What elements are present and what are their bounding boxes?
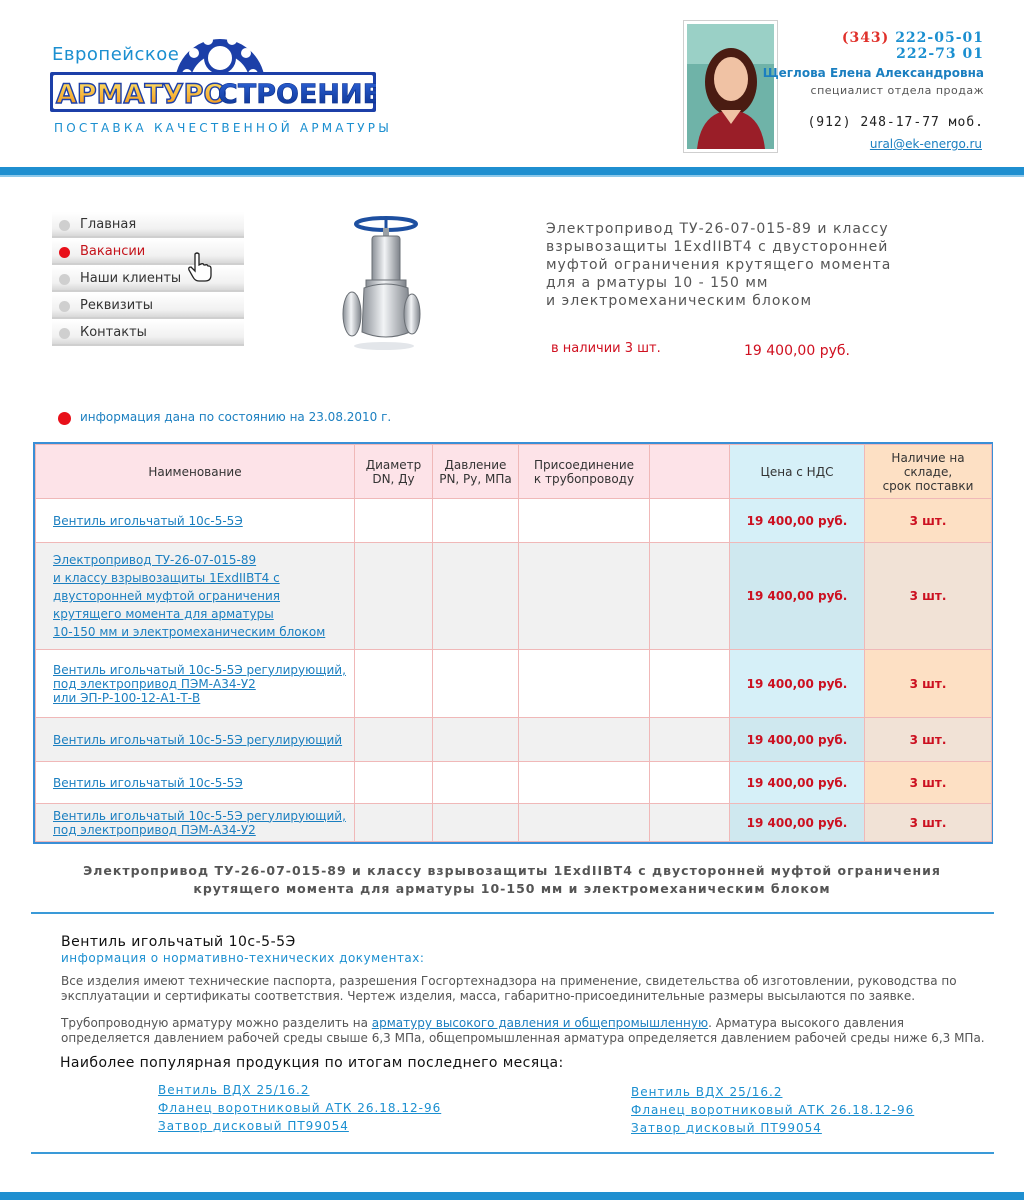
col-header-dn bbox=[355, 445, 433, 499]
product-title-line: для а рматуры 10 - 150 мм bbox=[546, 275, 769, 291]
product-link-line: Электропривод ТУ-26-07-015-89 bbox=[53, 553, 257, 567]
table-cell bbox=[433, 804, 519, 842]
contact-name: Щеглова Елена Александровна bbox=[762, 66, 984, 80]
product-link[interactable] bbox=[53, 551, 354, 641]
product-title-line: Электропривод ТУ-26-07-015-89 и классу bbox=[546, 221, 889, 237]
popular-link[interactable]: Затвор дисковый ПТ99054 bbox=[631, 1121, 822, 1135]
table-cell bbox=[650, 718, 730, 762]
table-cell bbox=[519, 762, 650, 804]
caption-line: Электропривод ТУ-26-07-015-89 и классу взрывозащиты 1ExdIIBT4 с двусторонней муфтой ограничения bbox=[83, 863, 941, 878]
table-cell bbox=[433, 499, 519, 543]
product-title-line: взрывозащиты 1ExdIIBT4 с двусторонней bbox=[546, 239, 889, 255]
mobile-phone[interactable]: (912) 248-17-77 моб. bbox=[807, 115, 984, 130]
table-cell-price: 19 400,00 руб. bbox=[730, 762, 865, 804]
table-cell-stock: 3 шт. bbox=[865, 762, 992, 804]
product-caption bbox=[60, 862, 964, 898]
table-cell-name bbox=[36, 543, 355, 650]
table-cell-name bbox=[36, 650, 355, 718]
table-cell-stock: 3 шт. bbox=[865, 718, 992, 762]
col-header-price: Цена с НДС bbox=[730, 445, 865, 499]
contact-photo bbox=[683, 20, 778, 153]
table-cell bbox=[650, 762, 730, 804]
table-cell-stock: 3 шт. bbox=[865, 804, 992, 842]
product-title bbox=[546, 220, 926, 310]
nav-item-requisites[interactable] bbox=[52, 293, 244, 319]
col-header-pn bbox=[433, 445, 519, 499]
nav-item-label: Контакты bbox=[80, 325, 147, 340]
price-table bbox=[33, 442, 993, 844]
info-note: информация дана по состоянию на 23.08.2010 г. bbox=[80, 410, 392, 424]
table-cell bbox=[650, 804, 730, 842]
bullet-icon bbox=[59, 247, 70, 258]
article-title: Вентиль игольчатый 10с-5-5Э bbox=[61, 934, 296, 950]
col-header-blank bbox=[650, 445, 730, 499]
nav-item-clients[interactable] bbox=[52, 266, 244, 292]
footer-bar bbox=[0, 1192, 1024, 1200]
col-header-name: Наименование bbox=[36, 445, 355, 499]
paragraph-text: Трубопроводную арматуру можно разделить на bbox=[61, 1016, 372, 1030]
popular-link[interactable]: Фланец воротниковый АТК 26.18.12-96 bbox=[158, 1101, 442, 1115]
table-row bbox=[36, 650, 992, 718]
bullet-icon bbox=[59, 274, 70, 285]
table-cell bbox=[650, 650, 730, 718]
contact-role: специалист отдела продаж bbox=[810, 84, 984, 97]
popular-list-left bbox=[158, 1081, 441, 1135]
product-link-line: или ЭП-Р-100-12-А1-Т-В bbox=[53, 690, 201, 705]
nav-item-contacts[interactable] bbox=[52, 320, 244, 346]
product-link[interactable] bbox=[53, 809, 354, 837]
product-link-line: под электропривод ПЭМ-А34-У2 bbox=[53, 822, 256, 837]
product-link[interactable] bbox=[53, 663, 354, 705]
section-divider bbox=[31, 912, 994, 914]
table-cell bbox=[433, 543, 519, 650]
col-header-dn-line: Диаметр bbox=[365, 457, 422, 472]
table-cell-name bbox=[36, 499, 355, 543]
table-row bbox=[36, 543, 992, 650]
table-cell bbox=[355, 650, 433, 718]
table-row bbox=[36, 804, 992, 842]
caption-line: крутящего момента для арматуры 10-150 мм и электромеханическим блоком bbox=[193, 881, 831, 896]
table-cell-price: 19 400,00 руб. bbox=[730, 543, 865, 650]
svg-text:АРМАТУРО: АРМАТУРО bbox=[56, 79, 227, 110]
product-link[interactable]: Вентиль игольчатый 10с-5-5Э bbox=[53, 513, 243, 528]
nav-item-home[interactable] bbox=[52, 212, 244, 238]
popular-list-right bbox=[631, 1083, 914, 1137]
table-cell bbox=[519, 650, 650, 718]
table-cell bbox=[355, 543, 433, 650]
header-divider bbox=[0, 167, 1024, 177]
table-cell-price: 19 400,00 руб. bbox=[730, 804, 865, 842]
email-link[interactable]: ural@ek-energo.ru bbox=[869, 137, 982, 151]
product-link-line: и классу взрывозащиты 1ExdIIBT4 с bbox=[53, 571, 280, 585]
product-link-line: двусторонней муфтой ограничения bbox=[53, 589, 281, 603]
product-link[interactable]: Вентиль игольчатый 10с-5-5Э bbox=[53, 775, 243, 790]
col-header-dn-line: DN, Ду bbox=[372, 471, 415, 486]
col-header-stock-line: срок поставки bbox=[882, 478, 974, 493]
table-cell-price: 19 400,00 руб. bbox=[730, 718, 865, 762]
table-cell bbox=[355, 718, 433, 762]
col-header-stock bbox=[865, 445, 992, 499]
bullet-icon bbox=[59, 328, 70, 339]
article-subtitle: информация о нормативно-технических документах: bbox=[61, 951, 425, 965]
table-cell bbox=[519, 543, 650, 650]
logo-subtitle: Европейское bbox=[52, 44, 180, 65]
sidebar-nav bbox=[52, 212, 244, 347]
table-cell-price: 19 400,00 руб. bbox=[730, 499, 865, 543]
product-title-line: и электромеханическим блоком bbox=[546, 293, 813, 309]
table-row bbox=[36, 499, 992, 543]
article-paragraph: Все изделия имеют технические паспорта, разрешения Госгортехнадзора на применение, свидетельства об изготовлении, руководства по эксплуатации и сертификаты соответствия. Чертеж изделия, масса, габаритно-присоединительные размеры высылаются по заявке. bbox=[61, 974, 957, 1003]
table-cell bbox=[519, 804, 650, 842]
nav-item-vacancies[interactable] bbox=[52, 239, 244, 265]
table-cell bbox=[355, 499, 433, 543]
col-header-connection bbox=[519, 445, 650, 499]
product-price: 19 400,00 руб. bbox=[744, 343, 850, 359]
col-header-conn-line: Присоединение bbox=[533, 457, 635, 472]
nav-item-label: Реквизиты bbox=[80, 298, 153, 313]
popular-link[interactable]: Затвор дисковый ПТ99054 bbox=[158, 1119, 349, 1133]
table-cell-stock: 3 шт. bbox=[865, 650, 992, 718]
product-link-line: Вентиль игольчатый 10с-5-5Э регулирующий, bbox=[53, 662, 346, 677]
phone-code: (343) bbox=[841, 30, 890, 46]
product-stock: в наличии 3 шт. bbox=[551, 341, 661, 356]
paragraph-text: . Арматура высокого давления определяется давлением рабочей среды свыше 6,3 МПа, общепромышленная арматура определяется давлением рабочей среды ниже 6,3 МПа. bbox=[61, 1016, 985, 1045]
bullet-icon bbox=[59, 301, 70, 312]
table-cell bbox=[433, 718, 519, 762]
product-link-line: Вентиль игольчатый 10с-5-5Э регулирующий, bbox=[53, 808, 346, 823]
popular-link[interactable]: Вентиль ВДХ 25/16.2 bbox=[158, 1083, 310, 1097]
table-cell bbox=[433, 762, 519, 804]
col-header-conn-line: к трубопроводу bbox=[533, 471, 635, 486]
table-cell bbox=[433, 650, 519, 718]
col-header-pn-line: PN, Py, МПа bbox=[439, 471, 512, 486]
product-title-line: муфтой ограничения крутящего момента bbox=[546, 257, 892, 273]
info-bullet-icon bbox=[58, 412, 71, 425]
svg-text:СТРОЕНИЕ: СТРОЕНИЕ bbox=[218, 79, 376, 110]
col-header-pn-line: Давление bbox=[444, 457, 507, 472]
hand-pointer-icon bbox=[188, 252, 212, 282]
table-cell bbox=[355, 804, 433, 842]
bullet-icon bbox=[59, 220, 70, 231]
col-header-stock-line: Наличие на складе, bbox=[891, 450, 965, 479]
nav-item-label: Вакансии bbox=[80, 244, 146, 259]
phone-number-1: 222-05-01 bbox=[895, 30, 984, 46]
table-cell-price: 19 400,00 руб. bbox=[730, 650, 865, 718]
table-cell bbox=[650, 499, 730, 543]
popular-link[interactable]: Фланец воротниковый АТК 26.18.12-96 bbox=[631, 1103, 915, 1117]
product-link-line: крутящего момента для арматуры bbox=[53, 607, 274, 621]
nav-item-label: Наши клиенты bbox=[80, 271, 182, 286]
phone-secondary[interactable]: 222-73 01 bbox=[896, 46, 984, 62]
table-cell bbox=[650, 543, 730, 650]
table-cell-name bbox=[36, 804, 355, 842]
valve-product-image bbox=[338, 214, 423, 354]
pressure-classes-link[interactable]: арматуру высокого давления и общепромышленную bbox=[371, 1016, 709, 1030]
product-link-line: под электропривод ПЭМ-А34-У2 bbox=[53, 676, 256, 691]
table-cell bbox=[355, 762, 433, 804]
product-link-line: 10-150 мм и электромеханическим блоком bbox=[53, 625, 326, 639]
product-link[interactable]: Вентиль игольчатый 10с-5-5Э регулирующий bbox=[53, 732, 343, 747]
popular-link[interactable]: Вентиль ВДХ 25/16.2 bbox=[631, 1085, 783, 1099]
table-row bbox=[36, 718, 992, 762]
table-cell bbox=[519, 718, 650, 762]
table-row bbox=[36, 762, 992, 804]
section-divider bbox=[31, 1152, 994, 1154]
phone-primary[interactable] bbox=[842, 30, 984, 46]
popular-heading: Наиболее популярная продукция по итогам последнего месяца: bbox=[60, 1055, 564, 1071]
table-cell-name bbox=[36, 718, 355, 762]
table-cell bbox=[519, 499, 650, 543]
logo-wordmark[interactable] bbox=[50, 72, 376, 112]
table-cell-stock: 3 шт. bbox=[865, 499, 992, 543]
article-paragraph bbox=[61, 1016, 991, 1046]
logo-tagline: ПОСТАВКА КАЧЕСТВЕННОЙ АРМАТУРЫ bbox=[54, 121, 392, 135]
table-cell-name bbox=[36, 762, 355, 804]
nav-item-label: Главная bbox=[80, 217, 137, 232]
table-header-row bbox=[36, 445, 992, 499]
table-cell-stock: 3 шт. bbox=[865, 543, 992, 650]
